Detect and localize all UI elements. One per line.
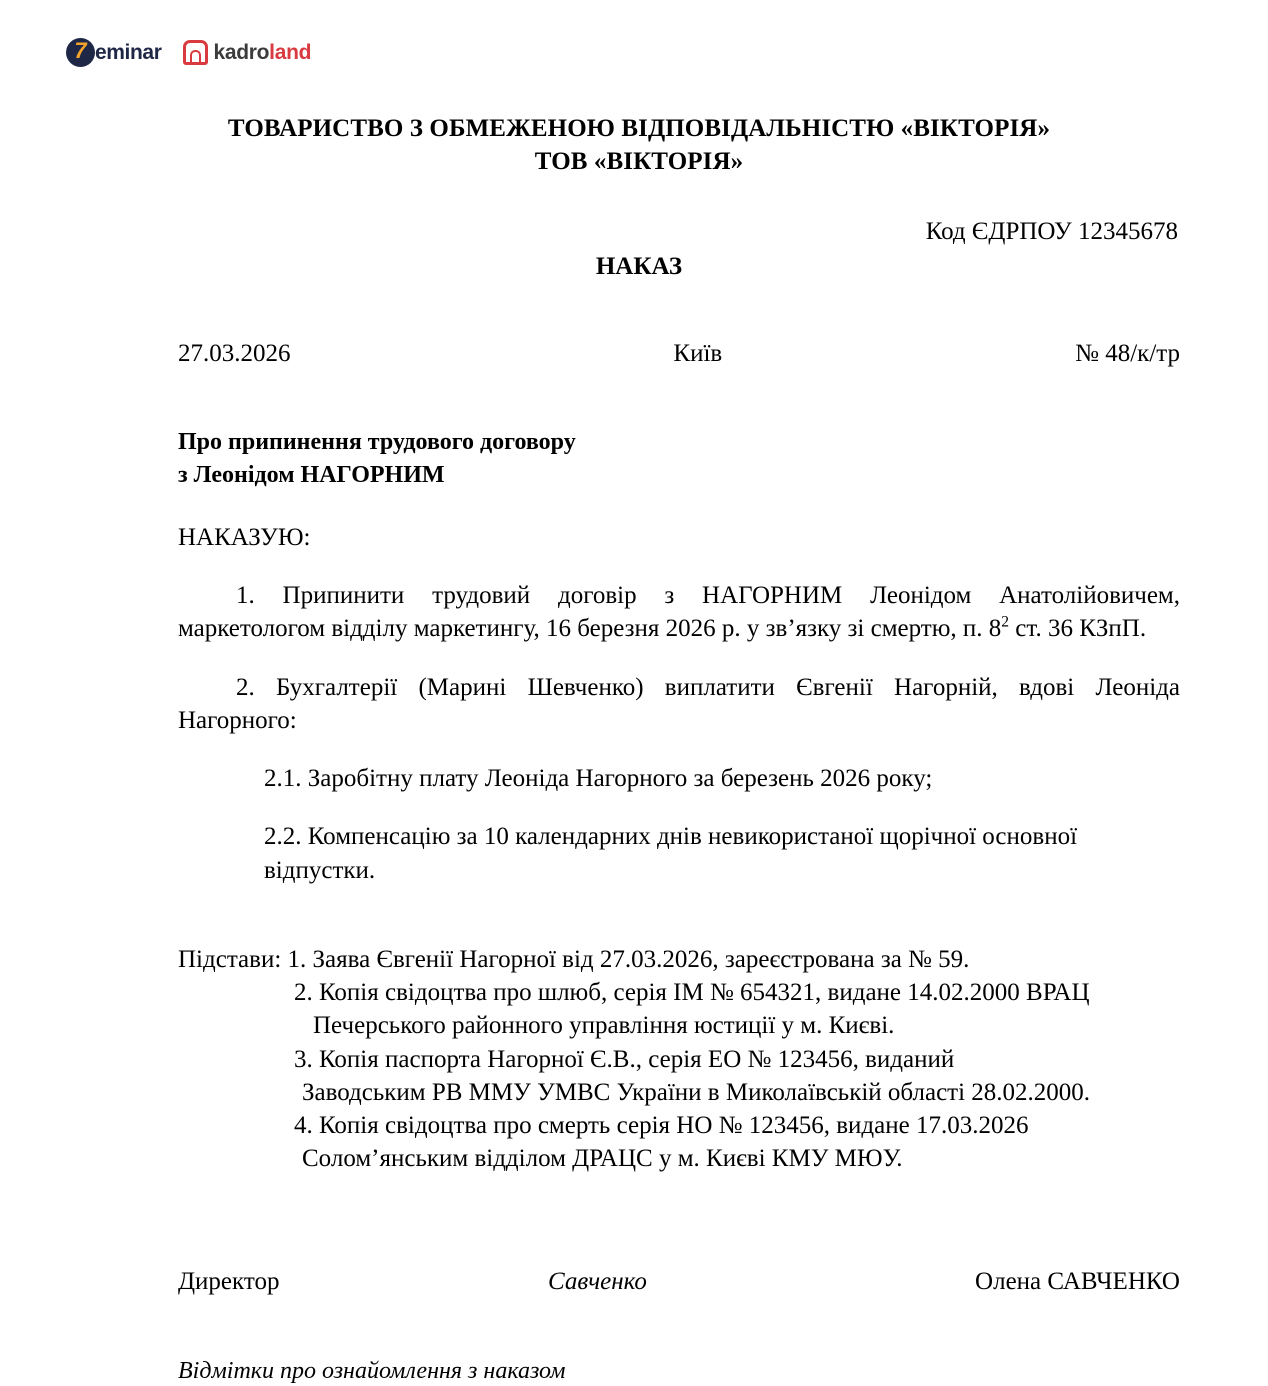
grounds-item-1: 1. Заява Євгенії Нагорної від 27.03.2026, зареєстрована за № 59. [287, 945, 970, 973]
handwritten-signature: Савченко [548, 1267, 647, 1295]
acknowledgement-note: Відмітки про ознайомлення з наказом [178, 1358, 566, 1385]
clause-1-text-a: 1. Припинити трудовий договір з НАГОРНИМ Леонідом Анатолійовичем, маркетологом відділу маркетингу, 16 березня 2026 р. у зв’язку зі смертю, п. 8 [178, 582, 1180, 643]
grounds-label: Підстави: [178, 945, 288, 973]
grounds-item-1-row [178, 943, 1180, 976]
grounds-item-3-line-1: 3. Копія паспорта Нагорної Є.В., серія ЕО № 123456, виданий [294, 1045, 955, 1073]
order-directive-word: НАКАЗУЮ: [178, 524, 311, 552]
document-type-heading: НАКАЗ [595, 252, 683, 280]
clause-1-text-b: ст. 36 КЗпП. [1009, 615, 1147, 643]
edrpou-code: Код ЄДРПОУ 12345678 [925, 218, 1178, 245]
seven-glyph: 7 [74, 38, 87, 63]
document-subject [178, 426, 1180, 492]
grounds-item-3-line-2: Заводським РВ ММУ УМВС України в Миколаївській області 28.02.2000. [302, 1078, 1091, 1106]
grounds-item-4-line-1: 4. Копія свідоцтва про смерть серія НО № 123456, видане 17.03.2026 [294, 1112, 1029, 1140]
document-number: № 48/к/тр [1075, 339, 1180, 367]
document-date: 27.03.2026 [178, 339, 291, 367]
signatory-name: Олена САВЧЕНКО [975, 1267, 1180, 1295]
grounds-item-4-line-2: Солом’янським відділом ДРАЦС у м. Києві КМУ МЮУ. [302, 1145, 903, 1173]
document-meta-row [178, 340, 1180, 369]
order-clauses [178, 579, 1180, 887]
grounds-section [178, 943, 1180, 1176]
clause-2: 2. Бухгалтерії (Марині Шевченко) виплатити Євгенії Нагорній, вдові Леоніда Нагорного: [178, 673, 1180, 734]
signature-row [178, 1268, 1180, 1297]
grounds-item-2-line-1: 2. Копія свідоцтва про шлюб, серія ІМ № 654321, видане 14.02.2000 ВРАЦ [294, 979, 1090, 1007]
document-subject-line-1: Про припинення трудового договору [178, 429, 576, 456]
organization-name-full: ТОВАРИСТВО З ОБМЕЖЕНОЮ ВІДПОВІДАЛЬНІСТЮ «ВІКТОРІЯ» [227, 115, 1051, 142]
clause-2-1: 2.1. Заробітну плату Леоніда Нагорного за березень 2026 року; [264, 765, 933, 793]
signatory-role: Директор [178, 1267, 280, 1295]
logo-7eminar-wordmark: eminar [95, 40, 162, 64]
logo-kadroland-word-accent: land [269, 40, 312, 64]
document-subject-line-2: з Леонідом НАГОРНИМ [178, 462, 445, 489]
logo-kadroland-word-dark: kadro [213, 40, 270, 64]
grounds-item-2-line-2: Печерського районного управління юстиції у м. Києві. [313, 1012, 895, 1040]
organization-name-short: ТОВ «ВІКТОРІЯ» [534, 148, 744, 175]
organization-name [178, 112, 1180, 178]
clause-1 [178, 579, 1180, 646]
clause-2-2: 2.2. Компенсацію за 10 календарних днів невикористаної щорічної основної відпустки. [264, 823, 1078, 884]
clause-1-superscript: 2 [1001, 614, 1010, 632]
document-city: Київ [673, 339, 723, 367]
